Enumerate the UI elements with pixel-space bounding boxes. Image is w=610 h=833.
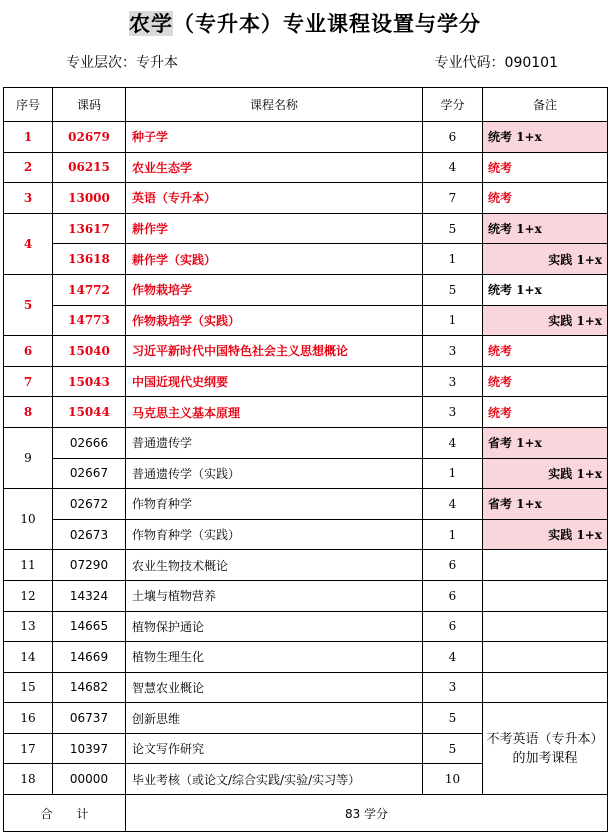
row-credit: 4 — [423, 427, 483, 458]
table-row — [4, 244, 608, 275]
row-code: 02679 — [53, 122, 126, 153]
row-code: 14773 — [53, 305, 126, 336]
row-note: 省考 1+x — [483, 489, 608, 520]
table-row — [4, 580, 608, 611]
row-name: 土壤与植物营养 — [126, 580, 423, 611]
table-row — [4, 489, 608, 520]
header-code: 课码 — [53, 88, 126, 122]
row-note: 统考 1+x — [483, 274, 608, 305]
row-index: 11 — [4, 550, 53, 581]
row-index: 15 — [4, 672, 53, 703]
row-note — [483, 672, 608, 703]
row-name: 智慧农业概论 — [126, 672, 423, 703]
row-name: 种子学 — [126, 122, 423, 153]
row-name: 植物保护通论 — [126, 611, 423, 642]
row-credit: 3 — [423, 336, 483, 367]
total-row — [4, 795, 608, 832]
table-row — [4, 519, 608, 550]
row-code: 07290 — [53, 550, 126, 581]
row-index: 14 — [4, 642, 53, 673]
row-code: 02673 — [53, 519, 126, 550]
row-name: 作物育种学 — [126, 489, 423, 520]
row-note — [483, 580, 608, 611]
row-index: 4 — [4, 213, 53, 274]
table-row — [4, 611, 608, 642]
row-code: 02667 — [53, 458, 126, 489]
row-code: 06215 — [53, 152, 126, 183]
row-credit: 1 — [423, 458, 483, 489]
row-code: 14682 — [53, 672, 126, 703]
row-code: 00000 — [53, 764, 126, 795]
row-code: 13617 — [53, 213, 126, 244]
table-row — [4, 183, 608, 214]
row-index: 18 — [4, 764, 53, 795]
table-row — [4, 152, 608, 183]
table-header-row — [4, 88, 608, 122]
row-index: 5 — [4, 274, 53, 335]
row-note: 省考 1+x — [483, 427, 608, 458]
total-value: 83 学分 — [126, 795, 608, 832]
row-credit: 3 — [423, 397, 483, 428]
row-index: 3 — [4, 183, 53, 214]
row-index: 16 — [4, 703, 53, 734]
row-name: 作物栽培学 — [126, 274, 423, 305]
row-name: 作物栽培学（实践） — [126, 305, 423, 336]
row-credit: 5 — [423, 703, 483, 734]
row-credit: 1 — [423, 244, 483, 275]
row-note — [483, 611, 608, 642]
row-name: 毕业考核（或论文/综合实践/实验/实习等） — [126, 764, 423, 795]
major-level: 专业层次：专升本 — [66, 55, 178, 71]
row-credit: 6 — [423, 580, 483, 611]
row-note: 统考 — [483, 183, 608, 214]
table-row — [4, 458, 608, 489]
table-row — [4, 305, 608, 336]
row-code: 02672 — [53, 489, 126, 520]
header-credit: 学分 — [423, 88, 483, 122]
row-credit: 6 — [423, 550, 483, 581]
table-row — [4, 672, 608, 703]
row-name: 创新思维 — [126, 703, 423, 734]
row-credit: 4 — [423, 152, 483, 183]
row-name: 普通遗传学（实践） — [126, 458, 423, 489]
table-row — [4, 427, 608, 458]
major-code: 专业代码：090101 — [434, 55, 558, 71]
row-note: 实践 1+x — [483, 244, 608, 275]
row-code: 13618 — [53, 244, 126, 275]
row-note: 实践 1+x — [483, 519, 608, 550]
row-name: 耕作学 — [126, 213, 423, 244]
row-note: 统考 — [483, 152, 608, 183]
row-credit: 4 — [423, 489, 483, 520]
table-row — [4, 366, 608, 397]
row-index: 9 — [4, 427, 53, 488]
row-credit: 7 — [423, 183, 483, 214]
row-name: 农业生态学 — [126, 152, 423, 183]
row-note: 统考 — [483, 336, 608, 367]
row-note: 统考 — [483, 397, 608, 428]
row-index: 17 — [4, 733, 53, 764]
extra-course-note: 不考英语（专升本）的加考课程 — [483, 703, 608, 795]
table-row — [4, 550, 608, 581]
row-index: 8 — [4, 397, 53, 428]
row-name: 普通遗传学 — [126, 427, 423, 458]
title-highlight: 农学 — [129, 11, 173, 36]
table-row — [4, 703, 608, 734]
row-name: 英语（专升本） — [126, 183, 423, 214]
row-name: 论文写作研究 — [126, 733, 423, 764]
row-code: 15044 — [53, 397, 126, 428]
total-label: 合 计 — [4, 795, 126, 832]
row-name: 马克思主义基本原理 — [126, 397, 423, 428]
row-credit: 5 — [423, 213, 483, 244]
row-credit: 6 — [423, 122, 483, 153]
row-credit: 4 — [423, 642, 483, 673]
row-name: 植物生理生化 — [126, 642, 423, 673]
row-index: 10 — [4, 489, 53, 550]
header-index: 序号 — [4, 88, 53, 122]
row-index: 2 — [4, 152, 53, 183]
row-code: 13000 — [53, 183, 126, 214]
row-note: 统考 — [483, 366, 608, 397]
row-index: 12 — [4, 580, 53, 611]
row-credit: 6 — [423, 611, 483, 642]
row-name: 农业生物技术概论 — [126, 550, 423, 581]
table-row — [4, 336, 608, 367]
row-code: 06737 — [53, 703, 126, 734]
header-name: 课程名称 — [126, 88, 423, 122]
row-code: 14669 — [53, 642, 126, 673]
row-index: 13 — [4, 611, 53, 642]
row-note: 实践 1+x — [483, 305, 608, 336]
title-rest: （专升本）专业课程设置与学分 — [173, 11, 481, 36]
row-credit: 3 — [423, 366, 483, 397]
row-note: 统考 1+x — [483, 213, 608, 244]
row-note — [483, 550, 608, 581]
row-code: 14665 — [53, 611, 126, 642]
row-name: 耕作学（实践） — [126, 244, 423, 275]
row-credit: 5 — [423, 733, 483, 764]
row-credit: 3 — [423, 672, 483, 703]
row-credit: 5 — [423, 274, 483, 305]
row-code: 02666 — [53, 427, 126, 458]
row-code: 15040 — [53, 336, 126, 367]
row-code: 14324 — [53, 580, 126, 611]
table-row — [4, 122, 608, 153]
table-row — [4, 274, 608, 305]
row-credit: 1 — [423, 305, 483, 336]
header-note: 备注 — [483, 88, 608, 122]
table-row — [4, 642, 608, 673]
row-note — [483, 642, 608, 673]
row-note: 实践 1+x — [483, 458, 608, 489]
row-index: 1 — [4, 122, 53, 153]
table-row — [4, 213, 608, 244]
row-code: 15043 — [53, 366, 126, 397]
course-table — [3, 87, 608, 832]
row-name: 习近平新时代中国特色社会主义思想概论 — [126, 336, 423, 367]
row-note: 统考 1+x — [483, 122, 608, 153]
row-name: 作物育种学（实践） — [126, 519, 423, 550]
table-row — [4, 397, 608, 428]
row-code: 10397 — [53, 733, 126, 764]
row-index: 7 — [4, 366, 53, 397]
row-code: 14772 — [53, 274, 126, 305]
row-credit: 10 — [423, 764, 483, 795]
row-credit: 1 — [423, 519, 483, 550]
row-index: 6 — [4, 336, 53, 367]
page-title — [0, 8, 610, 38]
row-name: 中国近现代史纲要 — [126, 366, 423, 397]
